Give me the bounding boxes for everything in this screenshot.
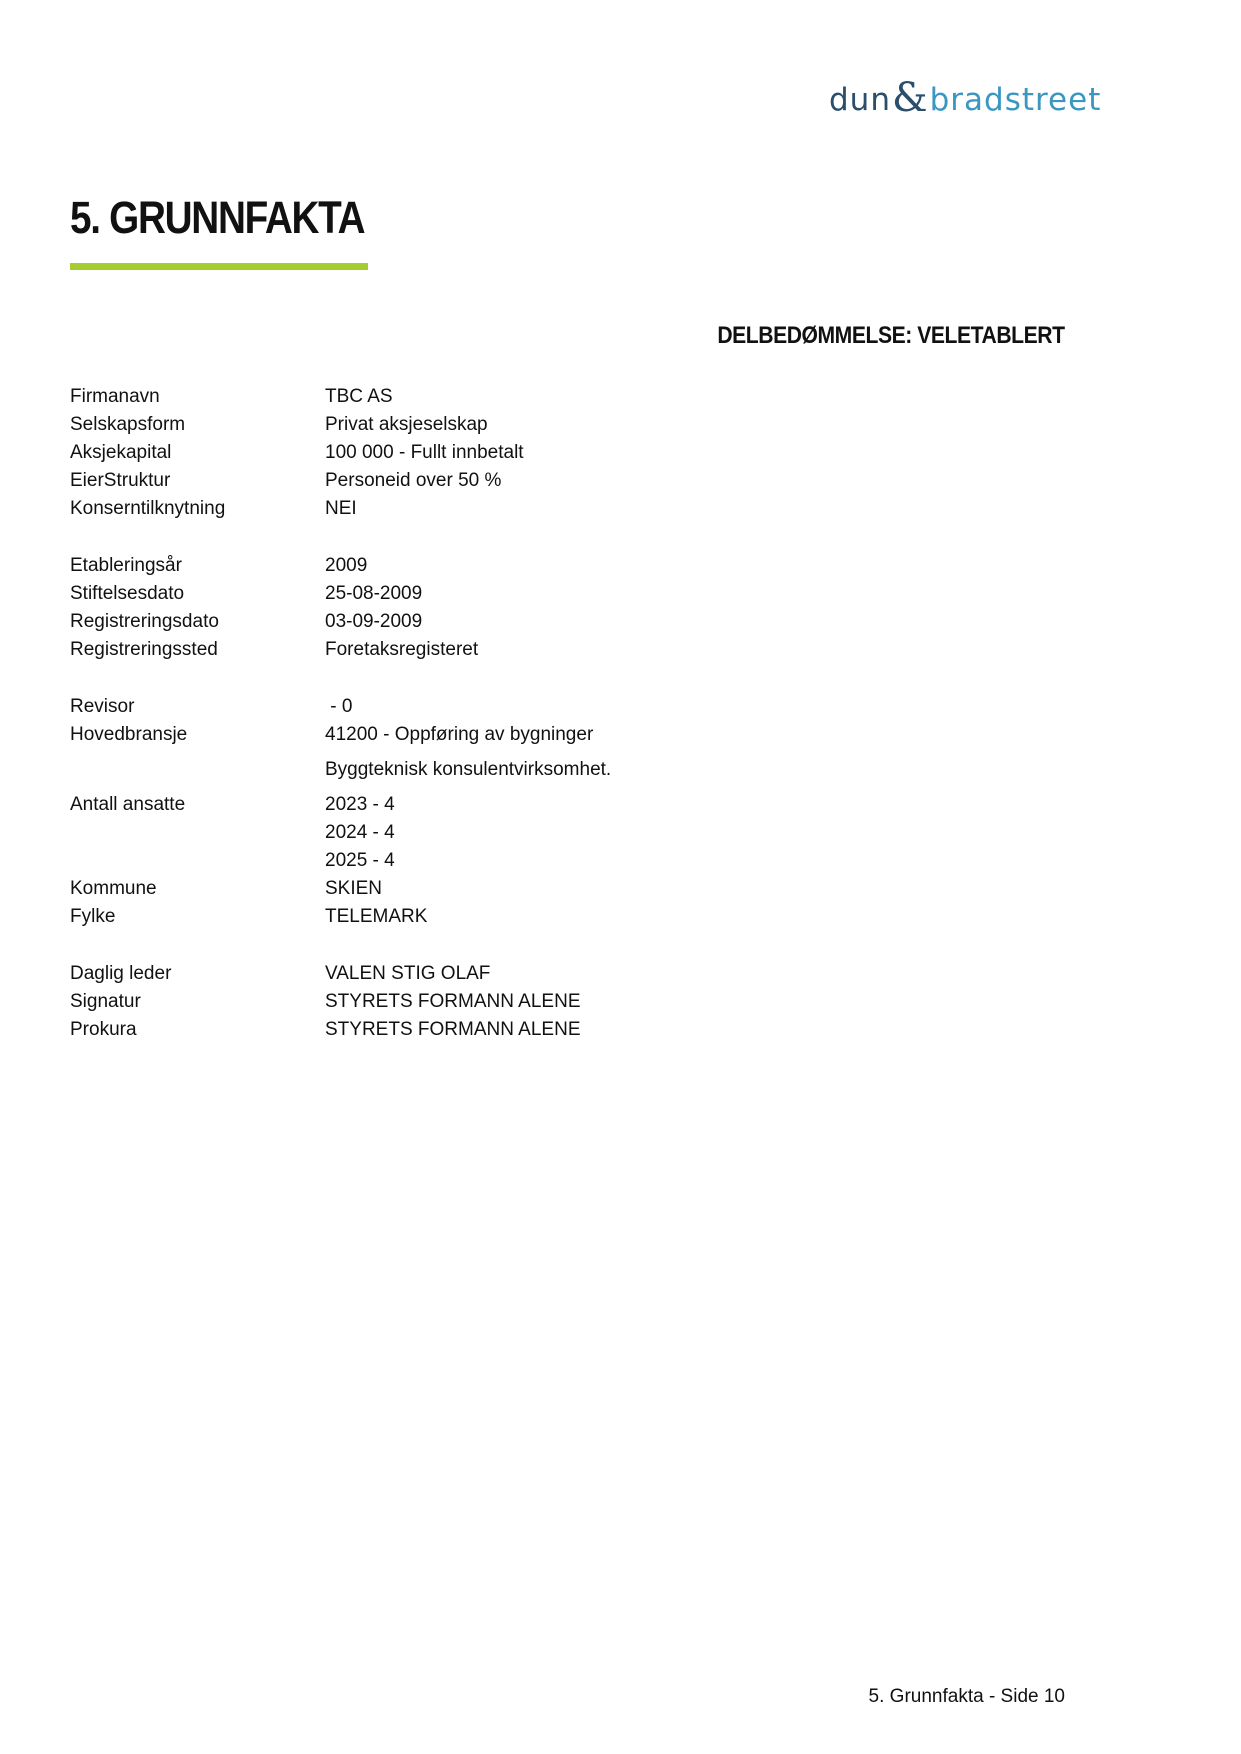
fact-value: - 0 [325,696,353,717]
fact-label: Kommune [70,878,157,899]
fact-value: SKIEN [325,878,383,899]
dun-bradstreet-logo [829,75,1102,122]
fact-value: TBC AS [325,386,393,407]
fact-value: TELEMARK [325,906,428,927]
fact-label: Stiftelsesdato [70,583,185,604]
fact-value: 41200 - Oppføring av bygninger [325,724,594,745]
fact-row-registreringsdato [70,608,770,636]
fact-row-selskapsform [70,411,770,439]
fact-value: VALEN STIG OLAF [325,963,491,984]
fact-value: 2025 - 4 [325,850,395,871]
section-spacer [70,931,770,960]
fact-value: Foretaksregisteret [325,639,479,660]
fact-label: Firmanavn [70,386,160,407]
fact-row-prokura [70,1016,770,1044]
fact-row-registreringssted [70,636,770,664]
fact-value: Privat aksjeselskap [325,414,488,435]
fact-row-firmanavn [70,383,770,411]
logo-text-bradstreet: bradstreet [929,82,1102,118]
fact-value: Byggteknisk konsulentvirksomhet. [325,759,612,780]
fact-label: Antall ansatte [70,794,186,815]
fact-row-fylke [70,903,770,931]
fact-value: 100 000 - Fullt innbetalt [325,442,524,463]
fact-label: Registreringssted [70,639,218,660]
fact-row-daglig-leder [70,960,770,988]
fact-value: STYRETS FORMANN ALENE [325,991,581,1012]
fact-row-kommune [70,875,770,903]
fact-value: 03-09-2009 [325,611,423,632]
logo-text-dun: dun [829,82,891,118]
fact-row-bransje-beskrivelse [70,756,770,784]
fact-label: Aksjekapital [70,442,172,463]
fact-label: Etableringsår [70,555,182,576]
row-spacer [70,749,770,756]
fact-value: STYRETS FORMANN ALENE [325,1019,581,1040]
page-footer: 5. Grunnfakta - Side 10 [868,1686,1065,1707]
page-title: 5. GRUNNFAKTA [70,192,365,243]
fact-row-stiftelsesdato [70,580,770,608]
fact-label: Konserntilknytning [70,498,226,519]
fact-row-konserntilknytning [70,495,770,523]
logo-ampersand: & [891,75,929,121]
fact-value: 2024 - 4 [325,822,395,843]
fact-label: Selskapsform [70,414,186,435]
fact-row-antall-ansatte [70,791,770,819]
fact-label: Prokura [70,1019,137,1040]
fact-label: Signatur [70,991,141,1012]
fact-row-aksjekapital [70,439,770,467]
fact-value: NEI [325,498,357,519]
fact-row-eierstruktur [70,467,770,495]
fact-label: Fylke [70,906,116,927]
row-spacer [70,784,770,791]
fact-row-revisor [70,693,770,721]
fact-row-antall-ansatte-2025 [70,847,770,875]
fact-value: Personeid over 50 % [325,470,502,491]
fact-label: Registreringsdato [70,611,219,632]
fact-row-hovedbransje [70,721,770,749]
fact-value: 2023 - 4 [325,794,395,815]
fact-row-signatur [70,988,770,1016]
rating-heading: DELBEDØMMELSE: VELETABLERT [717,322,1065,349]
fact-value: 2009 [325,555,368,576]
fact-label: Hovedbransje [70,724,188,745]
fact-value: 25-08-2009 [325,583,423,604]
fact-row-antall-ansatte-2024 [70,819,770,847]
fact-label: EierStruktur [70,470,171,491]
fact-label: Daglig leder [70,963,172,984]
section-spacer [70,664,770,693]
facts-table [70,383,770,1044]
section-spacer [70,523,770,552]
fact-row-etableringsar [70,552,770,580]
title-underline [70,263,368,270]
fact-label: Revisor [70,696,135,717]
